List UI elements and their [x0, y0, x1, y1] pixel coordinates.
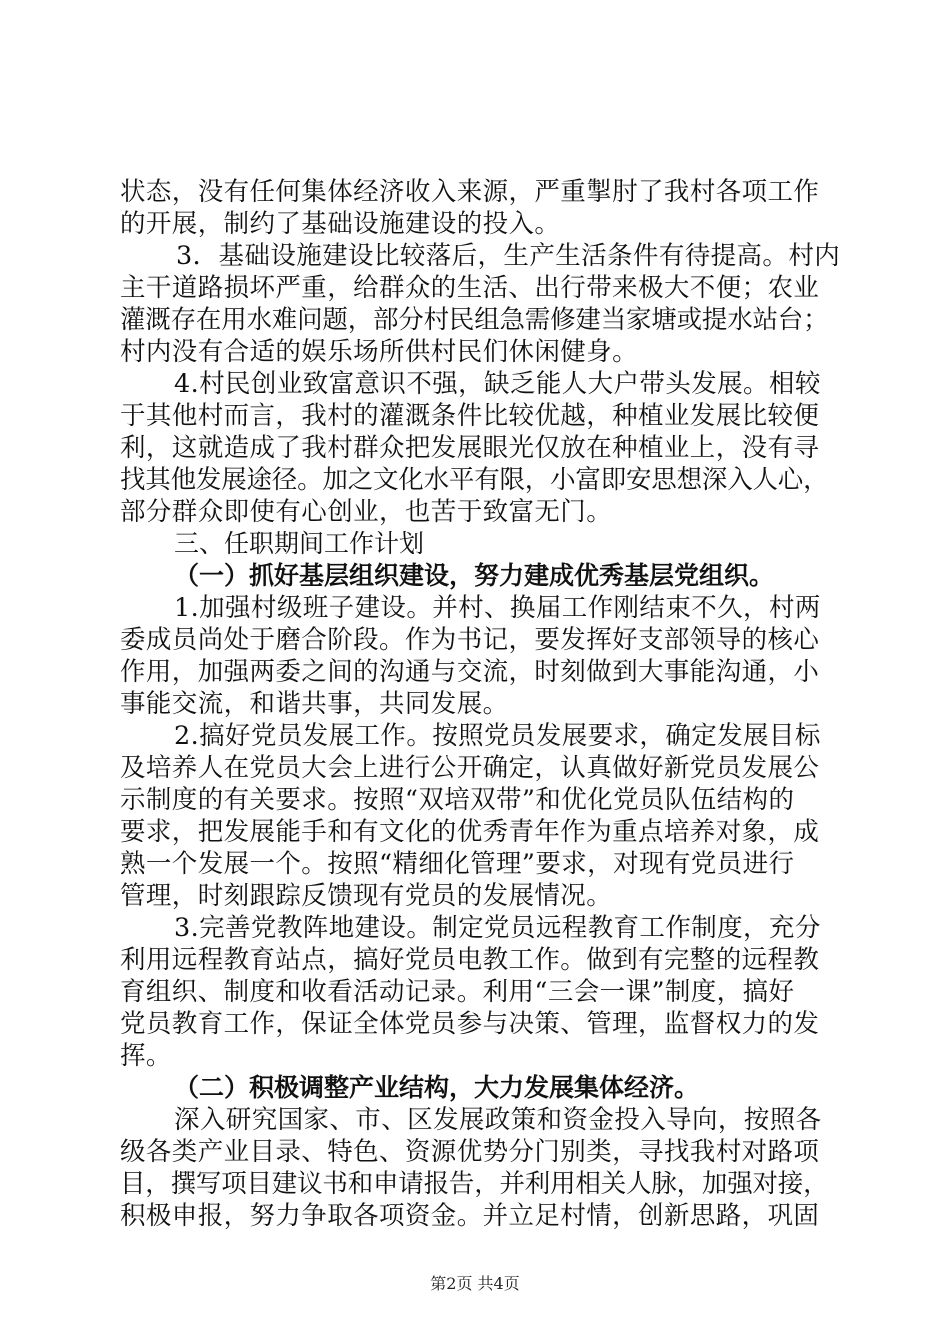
body-text-line: 熟一个发展一个。按照“精细化管理”要求，对现有党员进行: [120, 849, 795, 879]
body-text-line: 4.村民创业致富意识不强，缺乏能人大户带头发展。相较: [174, 369, 821, 399]
body-text-line: 事能交流，和谐共事，共同发展。: [120, 689, 509, 719]
body-text-line: 利，这就造成了我村群众把发展眼光仅放在种植业上，没有寻: [120, 433, 820, 463]
body-text-line: 作用，加强两委之间的沟通与交流，时刻做到大事能沟通，小: [120, 657, 820, 687]
body-text-line: 育组织、制度和收看活动记录。利用“三会一课”制度，搞好: [120, 977, 795, 1007]
body-text-line: 3.完善党教阵地建设。制定党员远程教育工作制度，充分: [174, 913, 821, 943]
body-text-line: 找其他发展途径。加之文化水平有限，小富即安思想深入人心，: [120, 465, 829, 495]
body-text-line: 级各类产业目录、特色、资源优势分门别类，寻找我村对路项: [120, 1137, 820, 1167]
body-text-line: 部分群众即使有心创业，也苦于致富无门。: [120, 497, 613, 527]
body-text-line: 村内没有合适的娱乐场所供村民们休闲健身。: [120, 337, 639, 367]
subsection-heading: （二）积极调整产业结构，大力发展集体经济。: [174, 1073, 700, 1102]
body-text-line: 要求，把发展能手和有文化的优秀青年作为重点培养对象，成: [120, 817, 820, 847]
section-heading: 三、任职期间工作计划: [174, 529, 425, 558]
body-text-line: 3．基础设施建设比较落后，生产生活条件有待提高。村内: [176, 241, 841, 271]
body-text-line: 2.搞好党员发展工作。按照党员发展要求，确定发展目标: [174, 721, 821, 751]
page-number-footer: 第2页 共4页: [430, 1274, 520, 1293]
subsection-heading: （一）抓好基层组织建设，努力建成优秀基层党组织。: [174, 561, 775, 590]
body-text-line: 及培养人在党员大会上进行公开确定，认真做好新党员发展公: [120, 753, 820, 783]
body-text-line: 灌溉存在用水难问题，部分村民组急需修建当家塘或提水站台；: [120, 305, 829, 335]
body-text-line: 于其他村而言，我村的灌溉条件比较优越，种植业发展比较便: [120, 401, 820, 431]
body-text-line: 委成员尚处于磨合阶段。作为书记，要发挥好支部领导的核心: [120, 625, 820, 655]
body-text-line: 1.加强村级班子建设。并村、换届工作刚结束不久，村两: [174, 593, 821, 623]
body-text-line: 挥。: [120, 1041, 172, 1071]
body-text-line: 管理，时刻跟踪反馈现有党员的发展情况。: [120, 881, 613, 911]
body-text-line: 利用远程教育站点，搞好党员电教工作。做到有完整的远程教: [120, 945, 820, 975]
body-text-line: 积极申报，努力争取各项资金。并立足村情，创新思路，巩固: [120, 1201, 820, 1231]
body-text-line: 主干道路损坏严重，给群众的生活、出行带来极大不便；农业: [120, 273, 820, 303]
body-text-line: 示制度的有关要求。按照“双培双带”和优化党员队伍结构的: [120, 785, 795, 815]
body-text-line: 深入研究国家、市、区发展政策和资金投入导向，按照各: [174, 1105, 822, 1135]
body-text-line: 的开展，制约了基础设施建设的投入。: [120, 209, 561, 239]
body-text-line: 状态，没有任何集体经济收入来源，严重掣肘了我村各项工作: [120, 177, 820, 207]
body-text-line: 党员教育工作，保证全体党员参与决策、管理，监督权力的发: [120, 1009, 820, 1039]
body-text-line: 目，撰写项目建议书和申请报告，并利用相关人脉，加强对接，: [120, 1169, 829, 1199]
